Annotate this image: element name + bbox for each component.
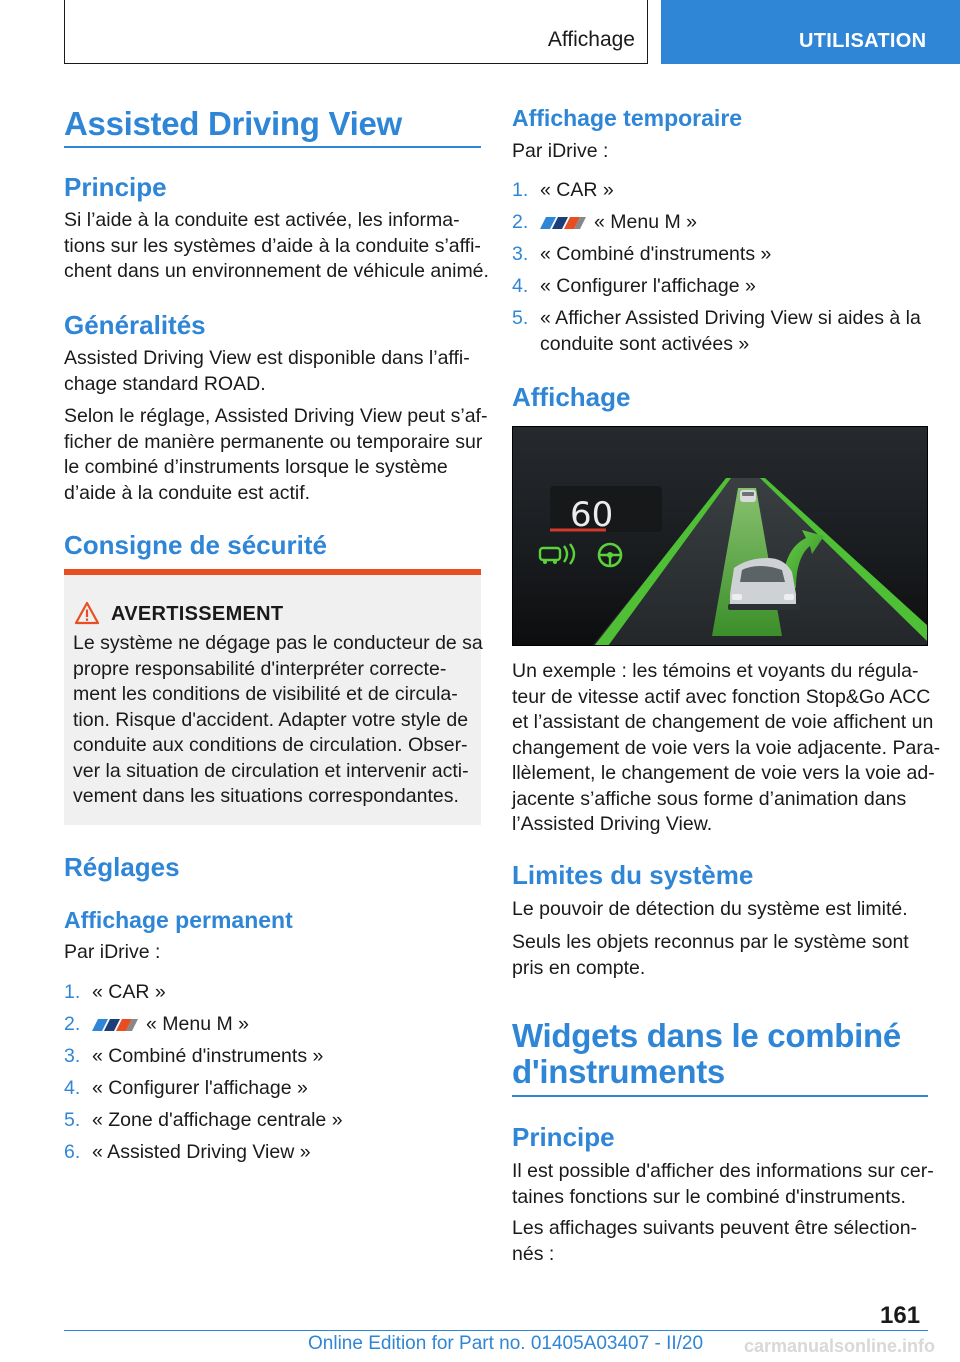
widgets-paragraph-1: Il est possible d'afficher des informations sur cer‐ taines fonctions sur le combiné d'instruments. <box>512 1160 934 1208</box>
m-menu-icon <box>92 1017 138 1033</box>
limites-heading: Limites du système <box>512 860 754 890</box>
widgets-paragraph-2: Les affichages suivants peuvent être sélection‐ nés : <box>512 1217 918 1265</box>
generalites-paragraph-1: Assisted Driving View est disponible dans l’affi‐ chage standard ROAD. <box>64 347 470 395</box>
temporaire-heading: Affichage temporaire <box>512 105 743 131</box>
warning-triangle-icon <box>74 601 100 625</box>
dashboard-speed: 60 <box>570 495 614 535</box>
header-box <box>64 0 648 64</box>
header-section-title: Affichage <box>547 28 635 51</box>
temporaire-intro: Par iDrive : <box>512 140 609 162</box>
principe-text: Si l’aide à la conduite est activée, les informa‐ tions sur les systèmes d’aide à la conduite s’affi‐ chent dans un environnement de véhicule animé. <box>64 209 489 282</box>
limites-paragraph-2: Seuls les objets reconnus par le système sont pris en compte. <box>512 931 909 979</box>
title-rule <box>64 146 481 148</box>
permanent-intro: Par iDrive : <box>64 941 161 963</box>
securite-heading: Consigne de sécurité <box>64 530 327 560</box>
generalites-heading: Généralités <box>64 310 206 340</box>
permanent-heading: Affichage permanent <box>64 907 293 933</box>
limites-paragraph-1: Le pouvoir de détection du système est limité. <box>512 898 908 920</box>
page-title: Assisted Driving View <box>64 105 402 142</box>
principe-heading: Principe <box>64 172 167 202</box>
footer-rule <box>64 1330 928 1331</box>
watermark: carmanualsonline.info <box>744 1336 936 1356</box>
footer-edition: Online Edition for Part no. 01405A03407 - II/20 <box>308 1333 704 1354</box>
widgets-title-rule <box>512 1095 928 1097</box>
warning-title: AVERTISSEMENT <box>111 603 284 625</box>
warning-box <box>64 569 481 825</box>
list-item-continuation: conduite sont activées » <box>540 333 750 355</box>
assisted-driving-view-image <box>512 426 928 646</box>
page-number: 161 <box>880 1302 921 1329</box>
m-menu-icon <box>540 215 586 231</box>
affichage-heading: Affichage <box>512 382 631 412</box>
header-chapter-tab[interactable]: UTILISATION <box>661 0 960 64</box>
generalites-paragraph-2: Selon le réglage, Assisted Driving View peut s’af‐ ficher de manière permanente ou temporaire sur le combiné d’instruments lorsque le système d’aide à la conduite est actif. <box>64 405 488 504</box>
dashboard-illustration <box>512 426 928 646</box>
warning-text: Le système ne dégage pas le conducteur de sa propre responsabilité d'interpréter correcte‐ ment les conditions de visibilité et de circula‐ tion. Risque d'accident. Adapter votre style de conduite aux conditions de circulation. Obser‐ ver la situation de circulation et intervenir acti‐ vement dans les situations correspondantes. <box>73 632 483 807</box>
widgets-principe-heading: Principe <box>512 1122 615 1152</box>
widgets-title: Widgets dans le combiné d'instruments <box>512 1017 901 1090</box>
affichage-text: Un exemple : les témoins et voyants du régula‐ teur de vitesse actif avec fonction Stop&Go ACC et l’assistant de changement de voie affichent un changement de voie vers la voie adjacente. Para‐ llèlement, le changement de voie vers la voie ad‐ jacente s’affiche sous forme d’animation dans l’Assisted Driving View. <box>512 660 941 835</box>
reglages-heading: Réglages <box>64 852 180 882</box>
